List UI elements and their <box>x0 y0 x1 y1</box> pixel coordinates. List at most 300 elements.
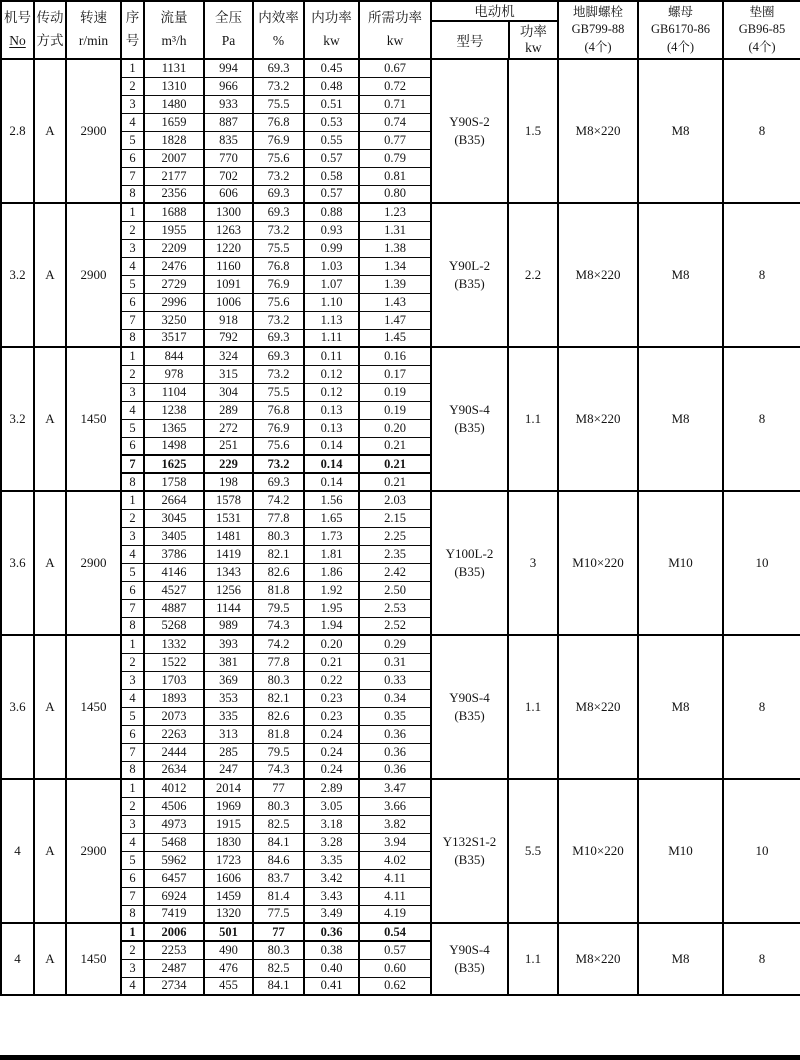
cell-required-power: 0.54 <box>359 923 431 941</box>
cell-efficiency: 82.5 <box>253 815 304 833</box>
cell-seq: 7 <box>121 455 144 473</box>
cell-motor-power: 1.5 <box>508 59 558 203</box>
cell-seq: 3 <box>121 671 144 689</box>
cell-required-power: 2.52 <box>359 617 431 635</box>
cell-seq: 7 <box>121 887 144 905</box>
cell-efficiency: 81.4 <box>253 887 304 905</box>
cell-seq: 3 <box>121 815 144 833</box>
cell-efficiency: 69.3 <box>253 185 304 203</box>
cell-internal-power: 3.35 <box>304 851 359 869</box>
cell-drive-mode: A <box>34 779 66 923</box>
cell-internal-power: 0.14 <box>304 455 359 473</box>
cell-seq: 2 <box>121 941 144 959</box>
cell-internal-power: 0.88 <box>304 203 359 221</box>
cell-efficiency: 80.3 <box>253 797 304 815</box>
cell-flow: 5468 <box>144 833 204 851</box>
cell-efficiency: 76.8 <box>253 113 304 131</box>
cell-seq: 2 <box>121 509 144 527</box>
cell-internal-power: 3.05 <box>304 797 359 815</box>
cell-motor-power: 5.5 <box>508 779 558 923</box>
cell-nut: M8 <box>638 635 723 779</box>
cell-pressure: 369 <box>204 671 253 689</box>
cell-pressure: 1915 <box>204 815 253 833</box>
cell-pressure: 1160 <box>204 257 253 275</box>
cell-flow: 2734 <box>144 977 204 995</box>
cell-pressure: 501 <box>204 923 253 941</box>
cell-seq: 6 <box>121 437 144 455</box>
cell-flow: 2263 <box>144 725 204 743</box>
cell-required-power: 0.71 <box>359 95 431 113</box>
cell-seq: 3 <box>121 959 144 977</box>
cell-motor-model: Y90S-4 (B35) <box>431 635 508 779</box>
cell-efficiency: 84.1 <box>253 977 304 995</box>
cell-washer: 10 <box>723 491 800 635</box>
cell-seq: 4 <box>121 113 144 131</box>
cell-pressure: 887 <box>204 113 253 131</box>
cell-efficiency: 83.7 <box>253 869 304 887</box>
cell-required-power: 0.19 <box>359 383 431 401</box>
cell-speed: 2900 <box>66 491 121 635</box>
cell-required-power: 0.21 <box>359 437 431 455</box>
cell-seq: 5 <box>121 851 144 869</box>
cell-efficiency: 76.8 <box>253 401 304 419</box>
cell-flow: 1104 <box>144 383 204 401</box>
cell-machine-no: 4 <box>1 923 34 995</box>
cell-internal-power: 0.22 <box>304 671 359 689</box>
cell-required-power: 0.36 <box>359 761 431 779</box>
cell-internal-power: 0.40 <box>304 959 359 977</box>
cell-anchor-bolt: M8×220 <box>558 347 638 491</box>
cell-flow: 1625 <box>144 455 204 473</box>
cell-seq: 6 <box>121 293 144 311</box>
cell-machine-no: 3.6 <box>1 635 34 779</box>
cell-required-power: 1.47 <box>359 311 431 329</box>
cell-flow: 1365 <box>144 419 204 437</box>
cell-required-power: 2.53 <box>359 599 431 617</box>
cell-motor-model: Y90S-4 (B35) <box>431 923 508 995</box>
cell-internal-power: 0.99 <box>304 239 359 257</box>
cell-seq: 6 <box>121 581 144 599</box>
cell-pressure: 1256 <box>204 581 253 599</box>
cell-required-power: 0.62 <box>359 977 431 995</box>
cell-seq: 4 <box>121 977 144 995</box>
cell-required-power: 1.39 <box>359 275 431 293</box>
cell-seq: 3 <box>121 95 144 113</box>
cell-required-power: 4.19 <box>359 905 431 923</box>
cell-washer: 8 <box>723 347 800 491</box>
cell-flow: 4887 <box>144 599 204 617</box>
cell-flow: 2006 <box>144 923 204 941</box>
cell-pressure: 490 <box>204 941 253 959</box>
cell-motor-model: Y132S1-2 (B35) <box>431 779 508 923</box>
cell-pressure: 1969 <box>204 797 253 815</box>
cell-pressure: 1531 <box>204 509 253 527</box>
cell-pressure: 1343 <box>204 563 253 581</box>
cell-efficiency: 75.5 <box>253 95 304 113</box>
cell-pressure: 702 <box>204 167 253 185</box>
cell-nut: M8 <box>638 59 723 203</box>
cell-flow: 2634 <box>144 761 204 779</box>
cell-flow: 7419 <box>144 905 204 923</box>
cell-motor-power: 1.1 <box>508 635 558 779</box>
cell-pressure: 1320 <box>204 905 253 923</box>
cell-required-power: 0.31 <box>359 653 431 671</box>
cell-flow: 1828 <box>144 131 204 149</box>
col-header-speed: 转速 r/min <box>66 1 121 59</box>
cell-required-power: 0.33 <box>359 671 431 689</box>
cell-efficiency: 76.8 <box>253 257 304 275</box>
cell-internal-power: 0.55 <box>304 131 359 149</box>
cell-efficiency: 82.6 <box>253 563 304 581</box>
cell-efficiency: 84.6 <box>253 851 304 869</box>
cell-internal-power: 0.58 <box>304 167 359 185</box>
cell-flow: 2476 <box>144 257 204 275</box>
cell-flow: 4973 <box>144 815 204 833</box>
cell-flow: 1131 <box>144 59 204 77</box>
cell-seq: 2 <box>121 365 144 383</box>
cell-seq: 5 <box>121 275 144 293</box>
cell-internal-power: 1.07 <box>304 275 359 293</box>
cell-efficiency: 69.3 <box>253 59 304 77</box>
col-header-anchor-bolt: 地脚螺栓 GB799-88 (4个) <box>558 1 638 59</box>
cell-internal-power: 0.11 <box>304 347 359 365</box>
cell-pressure: 304 <box>204 383 253 401</box>
cell-required-power: 1.31 <box>359 221 431 239</box>
cell-internal-power: 0.24 <box>304 725 359 743</box>
cell-seq: 1 <box>121 779 144 797</box>
cell-pressure: 1263 <box>204 221 253 239</box>
data-row <box>1 347 800 365</box>
cell-seq: 4 <box>121 401 144 419</box>
cell-efficiency: 82.1 <box>253 545 304 563</box>
cell-nut: M8 <box>638 923 723 995</box>
cell-efficiency: 69.3 <box>253 329 304 347</box>
cell-internal-power: 0.14 <box>304 473 359 491</box>
cell-pressure: 247 <box>204 761 253 779</box>
motor-group-title: 电动机 <box>432 2 557 22</box>
col-header-motor-group <box>431 1 558 59</box>
cell-pressure: 1220 <box>204 239 253 257</box>
data-row <box>1 923 800 941</box>
cell-flow: 2729 <box>144 275 204 293</box>
cell-flow: 3517 <box>144 329 204 347</box>
cell-efficiency: 77.8 <box>253 653 304 671</box>
cell-seq: 7 <box>121 743 144 761</box>
cell-flow: 978 <box>144 365 204 383</box>
cell-internal-power: 0.38 <box>304 941 359 959</box>
cell-seq: 8 <box>121 905 144 923</box>
cell-machine-no: 3.6 <box>1 491 34 635</box>
cell-flow: 4506 <box>144 797 204 815</box>
cell-pressure: 770 <box>204 149 253 167</box>
cell-efficiency: 73.2 <box>253 455 304 473</box>
cell-internal-power: 0.41 <box>304 977 359 995</box>
cell-pressure: 381 <box>204 653 253 671</box>
cell-flow: 1498 <box>144 437 204 455</box>
cell-flow: 5268 <box>144 617 204 635</box>
cell-internal-power: 0.13 <box>304 419 359 437</box>
cell-internal-power: 0.21 <box>304 653 359 671</box>
cell-internal-power: 0.36 <box>304 923 359 941</box>
cell-efficiency: 79.5 <box>253 599 304 617</box>
cell-flow: 4527 <box>144 581 204 599</box>
cell-pressure: 1091 <box>204 275 253 293</box>
cell-flow: 2209 <box>144 239 204 257</box>
cell-motor-model: Y90S-2 (B35) <box>431 59 508 203</box>
cell-efficiency: 73.2 <box>253 311 304 329</box>
col-header-seq: 序 号 <box>121 1 144 59</box>
cell-required-power: 1.23 <box>359 203 431 221</box>
cell-flow: 2253 <box>144 941 204 959</box>
cell-internal-power: 0.57 <box>304 185 359 203</box>
cell-washer: 8 <box>723 59 800 203</box>
col-header-washer: 垫圈 GB96-85 (4个) <box>723 1 800 59</box>
cell-washer: 8 <box>723 203 800 347</box>
cell-efficiency: 69.3 <box>253 473 304 491</box>
cell-flow: 3405 <box>144 527 204 545</box>
cell-efficiency: 76.9 <box>253 275 304 293</box>
cell-internal-power: 3.28 <box>304 833 359 851</box>
cell-efficiency: 82.5 <box>253 959 304 977</box>
cell-efficiency: 73.2 <box>253 167 304 185</box>
cell-pressure: 1300 <box>204 203 253 221</box>
cell-required-power: 2.25 <box>359 527 431 545</box>
table-body <box>1 59 800 995</box>
cell-pressure: 1606 <box>204 869 253 887</box>
cell-flow: 2487 <box>144 959 204 977</box>
cell-required-power: 0.36 <box>359 743 431 761</box>
cell-required-power: 2.15 <box>359 509 431 527</box>
cell-seq: 1 <box>121 923 144 941</box>
cell-seq: 5 <box>121 419 144 437</box>
col-header-required-power: 所需功率 kw <box>359 1 431 59</box>
col-header-flow: 流量 m³/h <box>144 1 204 59</box>
cell-required-power: 0.34 <box>359 689 431 707</box>
cell-seq: 6 <box>121 149 144 167</box>
cell-seq: 2 <box>121 653 144 671</box>
cell-required-power: 0.60 <box>359 959 431 977</box>
cell-internal-power: 1.13 <box>304 311 359 329</box>
cell-pressure: 2014 <box>204 779 253 797</box>
cell-motor-power: 3 <box>508 491 558 635</box>
cell-flow: 2007 <box>144 149 204 167</box>
cell-required-power: 1.38 <box>359 239 431 257</box>
cell-pressure: 285 <box>204 743 253 761</box>
cell-efficiency: 80.3 <box>253 941 304 959</box>
cell-anchor-bolt: M10×220 <box>558 779 638 923</box>
cell-pressure: 455 <box>204 977 253 995</box>
cell-seq: 8 <box>121 329 144 347</box>
cell-required-power: 2.50 <box>359 581 431 599</box>
cell-pressure: 313 <box>204 725 253 743</box>
cell-internal-power: 3.43 <box>304 887 359 905</box>
cell-internal-power: 0.23 <box>304 689 359 707</box>
cell-machine-no: 3.2 <box>1 347 34 491</box>
cell-efficiency: 74.3 <box>253 617 304 635</box>
cell-seq: 1 <box>121 203 144 221</box>
cell-required-power: 0.74 <box>359 113 431 131</box>
cell-required-power: 2.35 <box>359 545 431 563</box>
cell-required-power: 0.79 <box>359 149 431 167</box>
cell-flow: 5962 <box>144 851 204 869</box>
cell-required-power: 0.20 <box>359 419 431 437</box>
cell-required-power: 0.19 <box>359 401 431 419</box>
cell-internal-power: 0.93 <box>304 221 359 239</box>
cell-seq: 8 <box>121 761 144 779</box>
cell-washer: 10 <box>723 779 800 923</box>
cell-motor-model: Y90L-2 (B35) <box>431 203 508 347</box>
cell-flow: 3786 <box>144 545 204 563</box>
cell-pressure: 198 <box>204 473 253 491</box>
cell-required-power: 4.11 <box>359 869 431 887</box>
cell-drive-mode: A <box>34 923 66 995</box>
data-row <box>1 635 800 653</box>
cell-motor-power: 2.2 <box>508 203 558 347</box>
cell-pressure: 792 <box>204 329 253 347</box>
cell-internal-power: 0.51 <box>304 95 359 113</box>
cell-nut: M10 <box>638 491 723 635</box>
cell-speed: 2900 <box>66 59 121 203</box>
col-header-motor-power: 功率 kw <box>508 22 557 58</box>
cell-pressure: 966 <box>204 77 253 95</box>
cell-efficiency: 80.3 <box>253 527 304 545</box>
cell-required-power: 0.36 <box>359 725 431 743</box>
col-header-efficiency: 内效率 % <box>253 1 304 59</box>
cell-efficiency: 75.6 <box>253 293 304 311</box>
cell-efficiency: 69.3 <box>253 203 304 221</box>
cell-efficiency: 75.6 <box>253 437 304 455</box>
cell-washer: 8 <box>723 635 800 779</box>
cell-flow: 1659 <box>144 113 204 131</box>
cell-required-power: 1.45 <box>359 329 431 347</box>
cell-machine-no: 4 <box>1 779 34 923</box>
cell-seq: 5 <box>121 707 144 725</box>
cell-efficiency: 76.9 <box>253 131 304 149</box>
data-row <box>1 779 800 797</box>
cell-flow: 1893 <box>144 689 204 707</box>
cell-seq: 2 <box>121 221 144 239</box>
cell-pressure: 272 <box>204 419 253 437</box>
cell-efficiency: 84.1 <box>253 833 304 851</box>
cell-washer: 8 <box>723 923 800 995</box>
cell-efficiency: 77.8 <box>253 509 304 527</box>
cell-internal-power: 1.86 <box>304 563 359 581</box>
data-row <box>1 59 800 77</box>
cell-internal-power: 0.13 <box>304 401 359 419</box>
cell-efficiency: 81.8 <box>253 725 304 743</box>
cell-motor-model: Y100L-2 (B35) <box>431 491 508 635</box>
cell-internal-power: 0.24 <box>304 761 359 779</box>
cell-internal-power: 3.18 <box>304 815 359 833</box>
col-header-drive-mode: 传动 方式 <box>34 1 66 59</box>
cell-flow: 2073 <box>144 707 204 725</box>
cell-seq: 8 <box>121 185 144 203</box>
cell-efficiency: 75.5 <box>253 383 304 401</box>
cell-required-power: 0.57 <box>359 941 431 959</box>
bottom-cut-line <box>0 1055 800 1060</box>
cell-pressure: 324 <box>204 347 253 365</box>
cell-pressure: 1481 <box>204 527 253 545</box>
cell-anchor-bolt: M8×220 <box>558 203 638 347</box>
cell-efficiency: 74.2 <box>253 491 304 509</box>
cell-required-power: 0.17 <box>359 365 431 383</box>
cell-efficiency: 75.5 <box>253 239 304 257</box>
cell-required-power: 0.29 <box>359 635 431 653</box>
cell-motor-power: 1.1 <box>508 347 558 491</box>
cell-required-power: 1.43 <box>359 293 431 311</box>
cell-required-power: 3.47 <box>359 779 431 797</box>
cell-flow: 3250 <box>144 311 204 329</box>
cell-required-power: 0.67 <box>359 59 431 77</box>
cell-speed: 2900 <box>66 779 121 923</box>
cell-pressure: 289 <box>204 401 253 419</box>
cell-anchor-bolt: M10×220 <box>558 491 638 635</box>
cell-motor-model: Y90S-4 (B35) <box>431 347 508 491</box>
cell-internal-power: 0.53 <box>304 113 359 131</box>
cell-internal-power: 3.49 <box>304 905 359 923</box>
cell-internal-power: 0.12 <box>304 383 359 401</box>
cell-flow: 1688 <box>144 203 204 221</box>
cell-efficiency: 73.2 <box>253 365 304 383</box>
cell-flow: 1522 <box>144 653 204 671</box>
cell-seq: 8 <box>121 617 144 635</box>
cell-efficiency: 82.1 <box>253 689 304 707</box>
cell-seq: 6 <box>121 869 144 887</box>
cell-flow: 1703 <box>144 671 204 689</box>
cell-drive-mode: A <box>34 347 66 491</box>
cell-internal-power: 0.14 <box>304 437 359 455</box>
cell-seq: 4 <box>121 545 144 563</box>
cell-machine-no: 3.2 <box>1 203 34 347</box>
cell-speed: 1450 <box>66 347 121 491</box>
cell-flow: 6924 <box>144 887 204 905</box>
cell-efficiency: 73.2 <box>253 221 304 239</box>
cell-pressure: 476 <box>204 959 253 977</box>
cell-flow: 2444 <box>144 743 204 761</box>
cell-efficiency: 75.6 <box>253 149 304 167</box>
cell-flow: 6457 <box>144 869 204 887</box>
cell-pressure: 335 <box>204 707 253 725</box>
cell-required-power: 2.03 <box>359 491 431 509</box>
cell-flow: 2177 <box>144 167 204 185</box>
cell-efficiency: 74.3 <box>253 761 304 779</box>
cell-seq: 1 <box>121 635 144 653</box>
col-header-pressure: 全压 Pa <box>204 1 253 59</box>
cell-pressure: 315 <box>204 365 253 383</box>
cell-efficiency: 74.2 <box>253 635 304 653</box>
cell-seq: 1 <box>121 59 144 77</box>
cell-seq: 5 <box>121 131 144 149</box>
cell-flow: 844 <box>144 347 204 365</box>
cell-internal-power: 0.12 <box>304 365 359 383</box>
cell-flow: 2356 <box>144 185 204 203</box>
cell-pressure: 1830 <box>204 833 253 851</box>
cell-seq: 6 <box>121 725 144 743</box>
header-row <box>1 1 800 59</box>
cell-seq: 1 <box>121 347 144 365</box>
cell-flow: 1758 <box>144 473 204 491</box>
cell-required-power: 2.42 <box>359 563 431 581</box>
cell-speed: 2900 <box>66 203 121 347</box>
cell-pressure: 251 <box>204 437 253 455</box>
cell-efficiency: 77 <box>253 923 304 941</box>
cell-required-power: 3.66 <box>359 797 431 815</box>
cell-required-power: 0.81 <box>359 167 431 185</box>
cell-internal-power: 1.11 <box>304 329 359 347</box>
data-row <box>1 491 800 509</box>
cell-efficiency: 77 <box>253 779 304 797</box>
cell-seq: 2 <box>121 77 144 95</box>
